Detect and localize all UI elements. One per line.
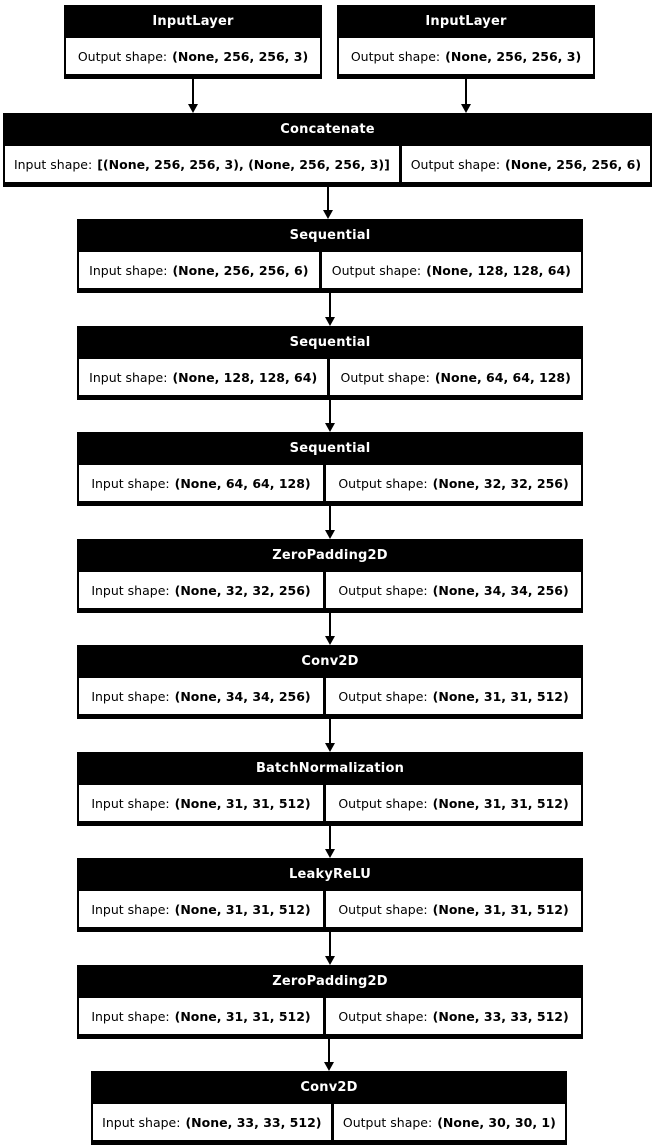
shape-label: Output shape: <box>338 901 428 917</box>
node-zeropadding2d-2 <box>77 965 583 1039</box>
output-shape-cell <box>326 998 581 1034</box>
node-batchnormalization <box>77 752 583 826</box>
edge-arrow-input1-concatenate <box>192 79 194 104</box>
node-title: Conv2D <box>301 654 359 669</box>
node-leakyrelu <box>77 858 583 932</box>
shape-label: Input shape: <box>91 688 170 704</box>
shape-label: Output shape: <box>77 48 168 64</box>
node-sequential-2 <box>77 326 583 400</box>
input-shape-cell <box>79 572 323 608</box>
edge-arrow-input2-concatenate <box>465 79 467 104</box>
shape-value: (None, 256, 256, 6) <box>505 156 642 172</box>
shape-label: Output shape: <box>350 48 441 64</box>
node-conv2d-2 <box>91 1071 567 1145</box>
shape-value: (None, 30, 30, 1) <box>437 1114 556 1130</box>
shape-label: Output shape: <box>331 262 422 278</box>
edge-arrow-concatenate-sequential1 <box>327 187 329 210</box>
shape-label: Input shape: <box>89 262 168 278</box>
node-inputlayer-1 <box>64 5 322 79</box>
shape-label: Input shape: <box>91 795 170 811</box>
shape-value: [(None, 256, 256, 3), (None, 256, 256, 3)] <box>97 156 390 172</box>
node-title: Sequential <box>289 335 371 350</box>
shape-value: (None, 31, 31, 512) <box>432 688 569 704</box>
shape-label: Input shape: <box>91 1008 170 1024</box>
shape-value: (None, 128, 128, 64) <box>426 262 571 278</box>
node-title: BatchNormalization <box>255 761 405 776</box>
shape-label: Input shape: <box>89 369 168 385</box>
edge-arrow-sequential1-sequential2 <box>329 293 331 317</box>
shape-value: (None, 32, 32, 256) <box>432 475 569 491</box>
shape-label: Input shape: <box>102 1114 181 1130</box>
edge-arrow-conv1-batchnorm <box>329 719 331 743</box>
node-conv2d-1 <box>77 645 583 719</box>
shape-label: Output shape: <box>338 688 428 704</box>
shape-value: (None, 34, 34, 256) <box>174 688 311 704</box>
shape-label: Input shape: <box>91 901 170 917</box>
input-shape-cell <box>93 1104 331 1140</box>
shape-label: Input shape: <box>91 582 170 598</box>
shape-label: Output shape: <box>338 1008 428 1024</box>
edge-arrow-sequential3-zeropadding1 <box>329 506 331 530</box>
shape-label: Output shape: <box>340 369 430 385</box>
shape-value: (None, 31, 31, 512) <box>174 1008 311 1024</box>
node-inputlayer-2 <box>337 5 595 79</box>
shape-value: (None, 64, 64, 128) <box>434 369 571 385</box>
edge-arrow-sequential2-sequential3 <box>329 400 331 423</box>
output-shape-cell <box>326 572 581 608</box>
node-title: InputLayer <box>425 14 507 29</box>
node-title: ZeroPadding2D <box>272 974 388 989</box>
input-shape-cell <box>79 785 323 821</box>
output-shape-cell <box>326 465 581 501</box>
shape-value: (None, 31, 31, 512) <box>432 901 569 917</box>
node-sequential-3 <box>77 432 583 506</box>
input-shape-cell <box>79 465 323 501</box>
shape-label: Input shape: <box>91 475 170 491</box>
input-shape-cell <box>79 678 323 714</box>
output-shape-cell <box>334 1104 565 1140</box>
shape-value: (None, 33, 33, 512) <box>432 1008 569 1024</box>
shape-label: Input shape: <box>13 156 93 172</box>
shape-value: (None, 256, 256, 3) <box>445 48 582 64</box>
node-title: Sequential <box>289 441 371 456</box>
node-title: LeakyReLU <box>289 867 371 882</box>
shape-label: Output shape: <box>338 475 428 491</box>
shape-value: (None, 33, 33, 512) <box>185 1114 322 1130</box>
edge-arrow-batchnorm-leakyrelu <box>329 826 331 849</box>
output-shape-cell <box>339 38 593 74</box>
node-concatenate <box>3 113 652 187</box>
input-shape-cell <box>5 146 399 182</box>
edge-arrow-zeropadding1-conv1 <box>329 613 331 636</box>
output-shape-cell <box>322 252 581 288</box>
node-title: InputLayer <box>152 14 234 29</box>
node-title: Concatenate <box>280 122 375 137</box>
shape-value: (None, 31, 31, 512) <box>432 795 569 811</box>
shape-label: Output shape: <box>342 1114 433 1130</box>
shape-value: (None, 31, 31, 512) <box>174 901 311 917</box>
shape-value: (None, 256, 256, 6) <box>172 262 309 278</box>
shape-value: (None, 34, 34, 256) <box>432 582 569 598</box>
output-shape-cell <box>326 785 581 821</box>
output-shape-cell <box>330 359 581 395</box>
node-title: Sequential <box>289 228 371 243</box>
output-shape-cell <box>326 678 581 714</box>
shape-label: Output shape: <box>338 582 428 598</box>
shape-value: (None, 32, 32, 256) <box>174 582 311 598</box>
input-shape-cell <box>79 252 319 288</box>
input-shape-cell <box>79 891 323 927</box>
node-sequential-1 <box>77 219 583 293</box>
shape-value: (None, 31, 31, 512) <box>174 795 311 811</box>
node-title: Conv2D <box>300 1080 358 1095</box>
input-shape-cell <box>79 359 327 395</box>
input-shape-cell <box>79 998 323 1034</box>
shape-value: (None, 256, 256, 3) <box>172 48 309 64</box>
shape-label: Output shape: <box>338 795 428 811</box>
output-shape-cell <box>66 38 320 74</box>
shape-value: (None, 128, 128, 64) <box>172 369 318 385</box>
edge-arrow-zeropadding2-conv2 <box>328 1039 330 1062</box>
output-shape-cell <box>402 146 650 182</box>
node-title: ZeroPadding2D <box>272 548 388 563</box>
edge-arrow-leakyrelu-zeropadding2 <box>329 932 331 956</box>
shape-label: Output shape: <box>410 156 501 172</box>
shape-value: (None, 64, 64, 128) <box>174 475 311 491</box>
node-zeropadding2d-1 <box>77 539 583 613</box>
output-shape-cell <box>326 891 581 927</box>
